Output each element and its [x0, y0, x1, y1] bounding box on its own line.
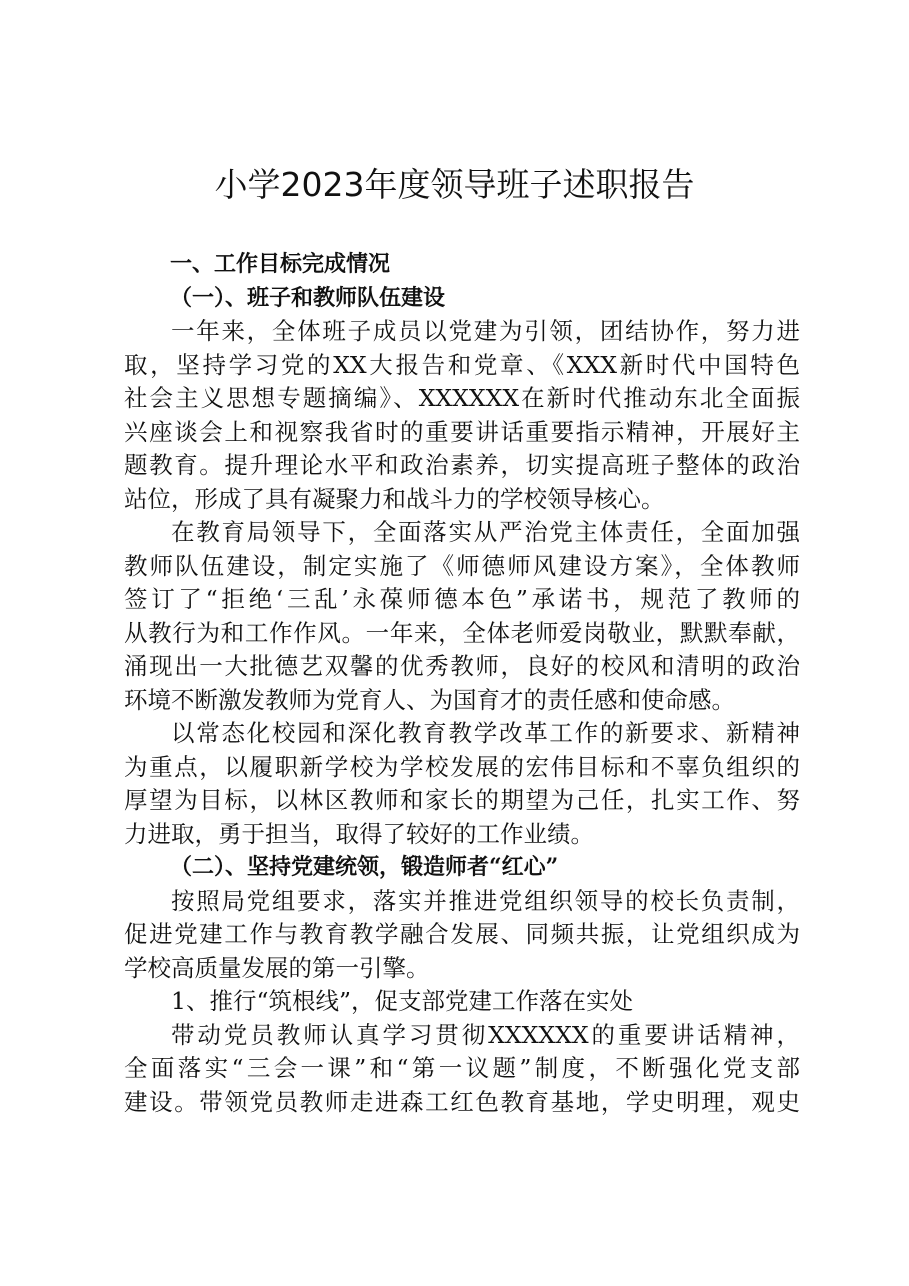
body-text-line: 涌现出一大批德艺双馨的优秀教师，良好的校风和清明的政治: [124, 652, 800, 680]
body-text-line: 厚望为目标，以林区教师和家长的期望为己任，扎实工作、努: [124, 786, 800, 814]
body-text-line: 力进取，勇于担当，取得了较好的工作业绩。: [124, 819, 594, 848]
body-text-line: 按照局党组要求，落实并推进党组织领导的校长负责制，: [171, 886, 800, 915]
body-text-line: 社会主义思想专题摘编》、XXXXXX在新时代推动东北全面振: [124, 384, 800, 412]
body-text-line: 一年来，全体班子成员以党建为引领，团结协作，努力进: [171, 317, 800, 345]
body-text-line: 环境不断激发教师为党育人、为国育才的责任感和使命感。: [124, 685, 735, 714]
body-text-line: 建设。带领党员教师走进森工红色教育基地，学史明理，观史: [124, 1087, 800, 1116]
body-text-line: 取，坚持学习党的XX大报告和党章、《XXX新时代中国特色: [124, 350, 800, 379]
body-text-line: 促进党建工作与教育教学融合发展、同频共振，让党组织成为: [124, 920, 800, 948]
body-text-line: 签订了“拒绝‘三乱’永葆师德本色”承诺书，规范了教师的: [124, 585, 800, 613]
body-text-line: 全面落实“三会一课”和“第一议题”制度，不断强化党支部: [124, 1054, 800, 1082]
body-text-line: 兴座谈会上和视察我省时的重要讲话重要指示精神，开展好主: [124, 417, 800, 446]
subsection-heading: （二）、坚持党建统领，锻造师者“红心”: [170, 854, 559, 880]
body-text-line: 以常态化校园和深化教育教学改革工作的新要求、新精神: [171, 719, 800, 747]
body-text-line: 站位，形成了具有凝聚力和战斗力的学校领导核心。: [124, 484, 665, 513]
subsection-heading: （一）、班子和教师队伍建设: [170, 284, 446, 311]
body-text-line: 学校高质量发展的第一引擎。: [124, 953, 430, 982]
document-title: 小学2023年度领导班子述职报告: [214, 165, 695, 204]
body-text-line: 教师队伍建设，制定实施了《师德师风建设方案》，全体教师: [124, 551, 800, 580]
body-text-line: 题教育。提升理论水平和政治素养，切实提高班子整体的政治: [124, 451, 800, 479]
section-heading: 一、工作目标完成情况: [170, 252, 391, 277]
body-text-line: 在教育局领导下，全面落实从严治党主体责任，全面加强: [171, 518, 800, 546]
body-text-line: 带动党员教师认真学习贯彻XXXXXX的重要讲话精神，: [171, 1020, 800, 1049]
body-text-line: 1、推行“筑根线”，促支部党建工作落在实处: [171, 987, 633, 1015]
body-text-line: 从教行为和工作作风。一年来，全体老师爱岗敬业，默默奉献，: [124, 618, 800, 647]
body-text-line: 为重点，以履职新学校为学校发展的宏伟目标和不辜负组织的: [124, 752, 800, 781]
document-body: [124, 248, 800, 1119]
